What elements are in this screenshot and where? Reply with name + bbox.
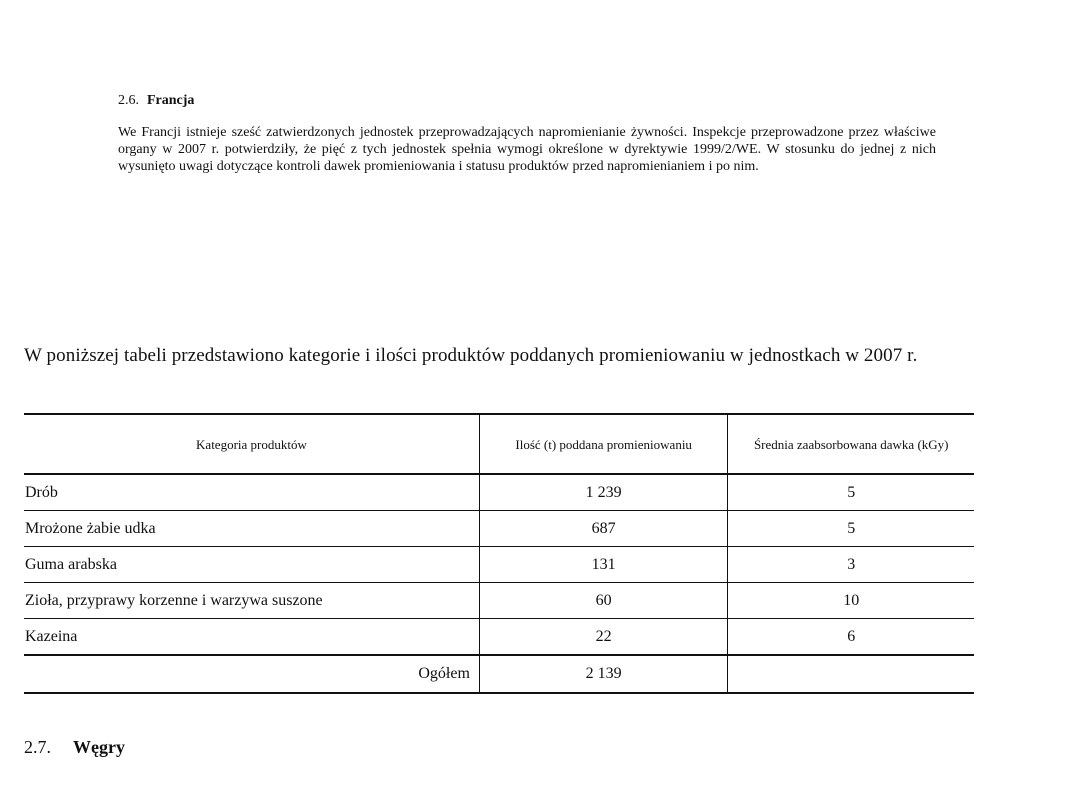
cell-dose: 5 [728,474,974,511]
header-dose: Średnia zaabsorbowana dawka (kGy) [728,414,974,474]
cell-dose: 10 [728,583,974,619]
next-section-heading [24,736,125,757]
table-row [24,583,974,619]
cell-quantity: 60 [479,583,728,619]
table-total-row [24,655,974,693]
cell-quantity: 22 [479,619,728,656]
irradiation-table [24,413,974,694]
cell-category: Guma arabska [24,547,479,583]
header-quantity: Ilość (t) poddana promieniowaniu [479,414,728,474]
cell-category: Kazeina [24,619,479,656]
table-row [24,547,974,583]
table-row [24,474,974,511]
table-row [24,511,974,547]
cell-category: Zioła, przyprawy korzenne i warzywa suszone [24,583,479,619]
next-section-title: Węgry [73,737,125,757]
table-row [24,619,974,656]
total-dose [728,655,974,693]
table-header-row [24,414,974,474]
header-category: Kategoria produktów [24,414,479,474]
cell-quantity: 1 239 [479,474,728,511]
cell-dose: 3 [728,547,974,583]
section-number: 2.6. [118,93,139,108]
cell-quantity: 131 [479,547,728,583]
cell-category: Drób [24,474,479,511]
section-paragraph: We Francji istnieje sześć zatwierdzonych jednostek przeprowadzających napromienianie żywności. Inspekcje przeprowadzone przez właściwe organy w 2007 r. potwierdziły, że pięć z tych jednostek spełnia wymogi określone w dyrektywie 1999/2/WE. W stosunku do jednej z nich wysunięto uwagi dotyczące kontroli dawek promieniowania i statusu produktów przed napromienianiem i po nim. [118,125,936,174]
next-section-number: 2.7. [24,737,51,757]
table-intro-paragraph: W poniższej tabeli przedstawiono kategorie i ilości produktów poddanych promieniowaniu w jednostkach w 2007 r. [24,345,918,366]
cell-category: Mrożone żabie udka [24,511,479,547]
cell-quantity: 687 [479,511,728,547]
cell-dose: 5 [728,511,974,547]
section-title: Francja [147,93,195,108]
total-quantity: 2 139 [479,655,728,693]
total-label: Ogółem [24,655,479,693]
section-heading [118,92,194,110]
cell-dose: 6 [728,619,974,656]
